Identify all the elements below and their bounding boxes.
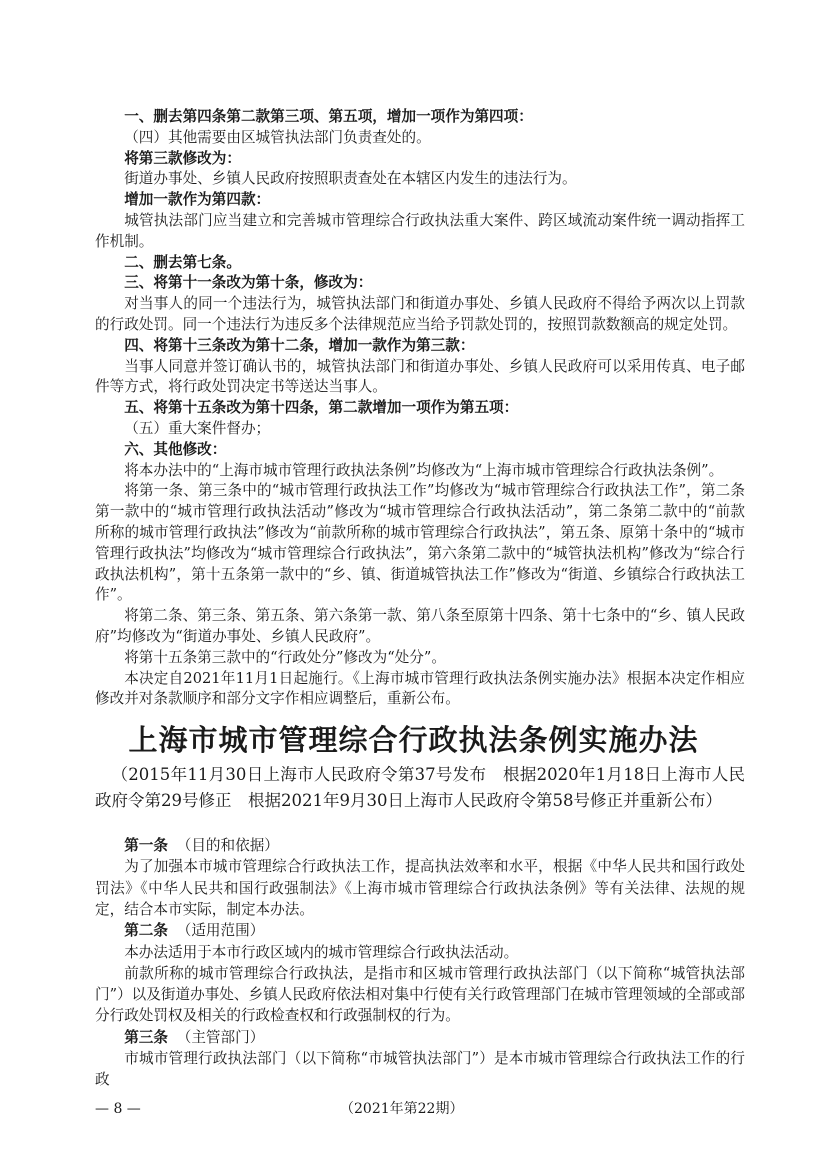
article-paragraph: 前款所称的城市管理综合行政执法，是指市和区城市管理行政执法部门（以下简称“城管执法部门”）以及街道办事处、乡镇人民政府依法相对集中行使有关行政管理部门在城市管理领域的全部或部分行政处罚权及相关的行政检查权和行政强制权的行为。 [95, 964, 745, 1025]
amendment-paragraph: （五）重大案件督办； [124, 419, 271, 437]
amendment-heading: 六、其他修改： [124, 440, 227, 458]
article-paragraph: 为了加强本市城市管理综合行政执法工作，提高执法效率和水平，根据《中华人民共和国行政处罚法》《中华人民共和国行政强制法》《上海市城市管理综合行政执法条例》等有关法律、法规的规定，结合本市实际，制定本办法。 [95, 858, 745, 918]
regulation-subtitle: （2015年11月30日上海市人民政府令第37号发布 根据2020年1月18日上海市人民政府令第29号修正 根据2021年9月30日上海市人民政府令第58号修正并重新公布） [95, 765, 745, 810]
amendment-heading: 四、将第十三条改为第十二条，增加一款作为第三款： [124, 336, 475, 354]
article-number: 第二条 [124, 922, 168, 940]
amendment-paragraph: 街道办事处、乡镇人民政府按照职责查处在本辖区内发生的违法行为。 [124, 170, 577, 188]
amendment-heading: 一、删去第四条第二款第三项、第五项，增加一项作为第四项： [124, 108, 533, 125]
amendment-paragraph: 将本办法中的“上海市城市管理行政执法条例”均修改为“上海市城市管理综合行政执法条例”。 [124, 461, 724, 479]
article-number: 第一条 [124, 837, 168, 855]
amendment-paragraph: 将第一条、第三条中的“城市管理行政执法工作”均修改为“城市管理综合行政执法工作”，第二条第一款中的“城市管理行政执法活动”修改为“城市管理综合行政执法活动”，第二条第二款中的“前款所称的城市管理行政执法”修改为“前款所称的城市管理综合行政执法”，第五条、原第十条中的“城市管理行政执法”均修改为“城市管理综合行政执法”，第六条第二款中的“城管执法机构”修改为“综合行政执法机构”，第十五条第一款中的“乡、镇、街道城管执法工作”修改为“街道、乡镇综合行政执法工作”。 [95, 482, 745, 604]
article-heading [95, 1027, 745, 1048]
amendment-paragraph: 本决定自2021年11月1日起施行。《上海市城市管理行政执法条例实施办法》根据本决定作相应修改并对条款顺序和部分文字作相应调整后，重新公布。 [95, 669, 745, 708]
amendment-heading: 二、删去第七条。 [124, 253, 241, 271]
article-paragraph: 本办法适用于本市行政区域内的城市管理综合行政执法活动。 [124, 943, 519, 961]
article-topic: （目的和依据） [176, 837, 279, 855]
article-topic: （适用范围） [176, 922, 265, 940]
amendment-heading: 三、将第十一条改为第十条，修改为： [124, 274, 373, 292]
page-title: 上海市城市管理综合行政执法条例实施办法 [128, 723, 699, 758]
regulation-body [95, 835, 745, 1091]
amendment-heading: 增加一款作为第四款： [124, 191, 271, 209]
page-footer [95, 1099, 745, 1119]
article-topic: （主管部门） [176, 1028, 265, 1046]
article-paragraph: 市城市管理行政执法部门（以下简称“市城管执法部门”）是本市城市管理综合行政执法工作的行政 [95, 1050, 745, 1089]
amendment-paragraph: 当事人同意并签订确认书的，城管执法部门和街道办事处、乡镇人民政府可以采用传真、电子邮件等方式，将行政处罚决定书等送达当事人。 [95, 357, 745, 396]
article-number: 第三条 [124, 1028, 168, 1046]
amendment-heading: 将第三款修改为： [124, 149, 241, 167]
amendment-paragraph: （四）其他需要由区城管执法部门负责查处的。 [124, 128, 431, 146]
article-heading [95, 920, 745, 941]
amendment-paragraph: 将第二条、第三条、第五条、第六条第一款、第八条至原第十四条、第十七条中的“乡、镇人民政府”均修改为“街道办事处、乡镇人民政府”。 [95, 607, 745, 645]
amendment-section [95, 107, 745, 710]
amendment-paragraph: 城管执法部门应当建立和完善城市管理综合行政执法重大案件、跨区域流动案件统一调动指挥工作机制。 [95, 211, 745, 250]
issue-label: （2021年第22期） [340, 1100, 464, 1117]
amendment-heading: 五、将第十五条改为第十四条，第二款增加一项作为第五项： [124, 399, 519, 417]
amendment-paragraph: 将第十五条第三款中的“行政处分”修改为“处分”。 [124, 648, 446, 666]
page-number: — 8 — [95, 1100, 141, 1117]
article-heading [95, 835, 745, 856]
amendment-paragraph: 对当事人的同一个违法行为，城管执法部门和街道办事处、乡镇人民政府不得给予两次以上罚款的行政处罚。同一个违法行为违反多个法律规范应当给予罚款处罚的，按照罚款数额高的规定处罚。 [95, 295, 745, 333]
